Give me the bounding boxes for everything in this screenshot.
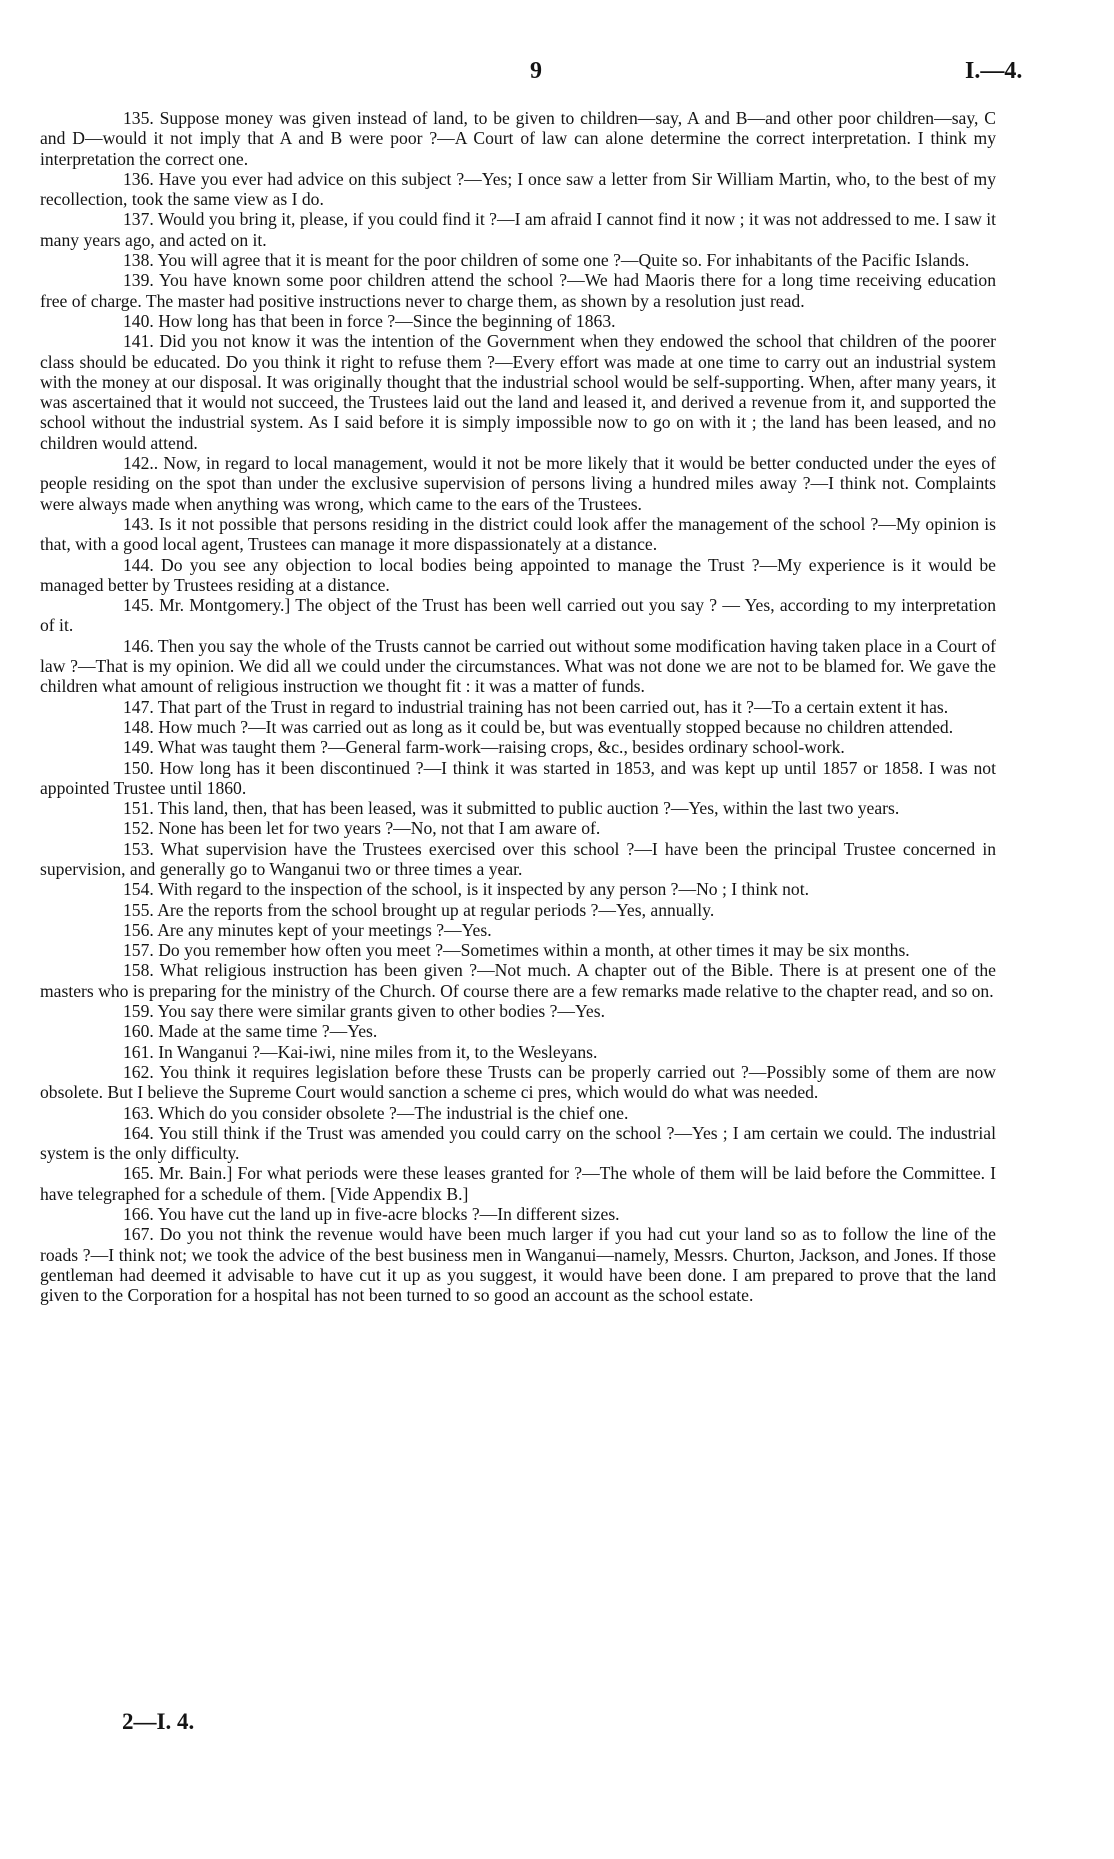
paragraph-154: 154. With regard to the inspection of the school, is it inspected by any person ?—No ; I think not. (123, 879, 809, 900)
paragraph-162: 162. You think it requires legislation before these Trusts can be properly carried out ?—Possibly some of them are now obsolete. But I believe the Supreme Court would sanction a scheme ci pres, which would do what was needed. (40, 1061, 996, 1103)
paragraph-143: 143. Is it not possible that persons residing in the district could look affer the management of the school ?—My opinion is that, with a good local agent, Trustees can manage it more dispassionately at a distance. (40, 513, 996, 555)
paragraph-151: 151. This land, then, that has been leased, was it submitted to public auction ?—Yes, within the last two years. (123, 798, 900, 819)
paragraph-159: 159. You say there were similar grants given to other bodies ?—Yes. (123, 1001, 605, 1022)
paper-reference: I.—4. (965, 58, 1023, 84)
paragraph-139: 139. You have known some poor children attend the school ?—We had Maoris there for a long time receiving education free of charge. The master had positive instructions never to charge them, as shown by a resolution just read. (40, 270, 996, 311)
paragraph-165: 165. Mr. Bain.] For what periods were these leases granted for ?—The whole of them will be laid before the Committee. I have telegraphed for a schedule of them. [Vide Appendix B.] (40, 1163, 996, 1204)
paragraph-146: 146. Then you say the whole of the Trusts cannot be carried out without some modification having taken place in a Court of law ?—That is my opinion. We did all we could under the circumstances. What was not done we are not to be blamed for. We gave the children what amount of religious instruction we thought fit : it was a matter of funds. (40, 635, 996, 697)
paragraph-152: 152. None has been let for two years ?—No, not that I am aware of. (123, 818, 601, 839)
paragraph-147: 147. That part of the Trust in regard to industrial training has not been carried out, has it ?—To a certain extent it has. (123, 696, 949, 717)
paragraph-157: 157. Do you remember how often you meet ?—Sometimes within a month, at other times it may be six months. (123, 940, 910, 961)
paragraph-156: 156. Are any minutes kept of your meetings ?—Yes. (123, 919, 492, 940)
paragraph-155: 155. Are the reports from the school brought up at regular periods ?—Yes, annually. (123, 899, 715, 920)
paragraph-144: 144. Do you see any objection to local bodies being appointed to manage the Trust ?—My experience is it would be managed better by Trustees residing at a distance. (40, 554, 996, 595)
paragraph-135: 135. Suppose money was given instead of land, to be given to children—say, A and B—and other poor children—say, C and D—would it not imply that A and B were poor ?—A Court of law can alone determine the correct interpretation. I think my interpretation the correct one. (40, 108, 996, 169)
paragraph-149: 149. What was taught them ?—General farm-work—raising crops, &c., besides ordinary school-work. (123, 737, 845, 758)
paragraph-145: 145. Mr. Montgomery.] The object of the Trust has been well carried out you say ? — Yes, according to my interpretation of it. (40, 595, 996, 636)
paragraph-160: 160. Made at the same time ?—Yes. (123, 1021, 378, 1042)
paragraph-164: 164. You still think if the Trust was amended you could carry on the school ?—Yes ; I am certain we could. The industrial system is the only difficulty. (40, 1122, 996, 1164)
evidence-text (40, 108, 996, 1306)
paragraph-150: 150. How long has it been discontinued ?—I think it was started in 1853, and was kept up until 1857 or 1858. I was not appointed Trustee until 1860. (40, 757, 996, 798)
paragraph-166: 166. You have cut the land up in five-acre blocks ?—In different sizes. (123, 1204, 620, 1225)
paragraph-142: 142.. Now, in regard to local management, would it not be more likely that it would be better conducted under the eyes of people residing on the spot than under the exclusive supervision of persons living a hundred miles away ?—I think not. Complaints were always made when anything was wrong, which came to the ears of the Trustees. (40, 453, 996, 514)
paragraph-148: 148. How much ?—It was carried out as long as it could be, but was eventually stopped because no children attended. (123, 716, 954, 737)
paragraph-153: 153. What supervision have the Trustees exercised over this school ?—I have been the principal Trustee concerned in supervision, and generally go to Wanganui two or three times a year. (40, 838, 996, 879)
paragraph-136: 136. Have you ever had advice on this subject ?—Yes; I once saw a letter from Sir William Martin, who, to the best of my recollection, took the same view as I do. (40, 168, 996, 210)
paragraph-167: 167. Do you not think the revenue would have been much larger if you had cut your land so as to follow the line of the roads ?—I think not; we took the advice of the best business men in Wanganui—namely, Messrs. Churton, Jackson, and Jones. If those gentleman had deemed it advisable to have cut it up as you suggest, it would have been done. I am prepared to prove that the land given to the Corporation for a hospital has not been turned to so good an account as the school estate. (40, 1224, 996, 1306)
paragraph-137: 137. Would you bring it, please, if you could find it ?—I am afraid I cannot find it now ; it was not addressed to me. I saw it many years ago, and acted on it. (40, 209, 996, 250)
paragraph-158: 158. What religious instruction has been given ?—Not much. A chapter out of the Bible. There is at present one of the masters who is preparing for the ministry of the Church. Of course there are a few remarks made relative to the chapter read, and so on. (40, 960, 996, 1001)
signature-mark: 2—I. 4. (122, 1709, 195, 1734)
paragraph-140: 140. How long has that been in force ?—Since the beginning of 1863. (123, 310, 616, 331)
page-number: 9 (530, 58, 542, 84)
paragraph-161: 161. In Wanganui ?—Kai-iwi, nine miles from it, to the Wesleyans. (123, 1041, 598, 1062)
paragraph-138: 138. You will agree that it is meant for the poor children of some one ?—Quite so. For inhabitants of the Pacific Islands. (123, 250, 970, 271)
paragraph-141: 141. Did you not know it was the intention of the Government when they endowed the school that children of the poorer class should be educated. Do you think it right to refuse them ?—Every effort was made at one time to carry out an industrial system with the money at our disposal. It was originally thought that the industrial school would be self-supporting. When, after many years, it was ascertained that it would not succeed, the Trustees laid out the land and leased it, and derived a revenue from it, and supported the school without the industrial system. As I said before it is simply impossible now to go on with it ; the land has been leased, and no children would attend. (40, 331, 996, 453)
paragraph-163: 163. Which do you consider obsolete ?—The industrial is the chief one. (123, 1102, 629, 1123)
